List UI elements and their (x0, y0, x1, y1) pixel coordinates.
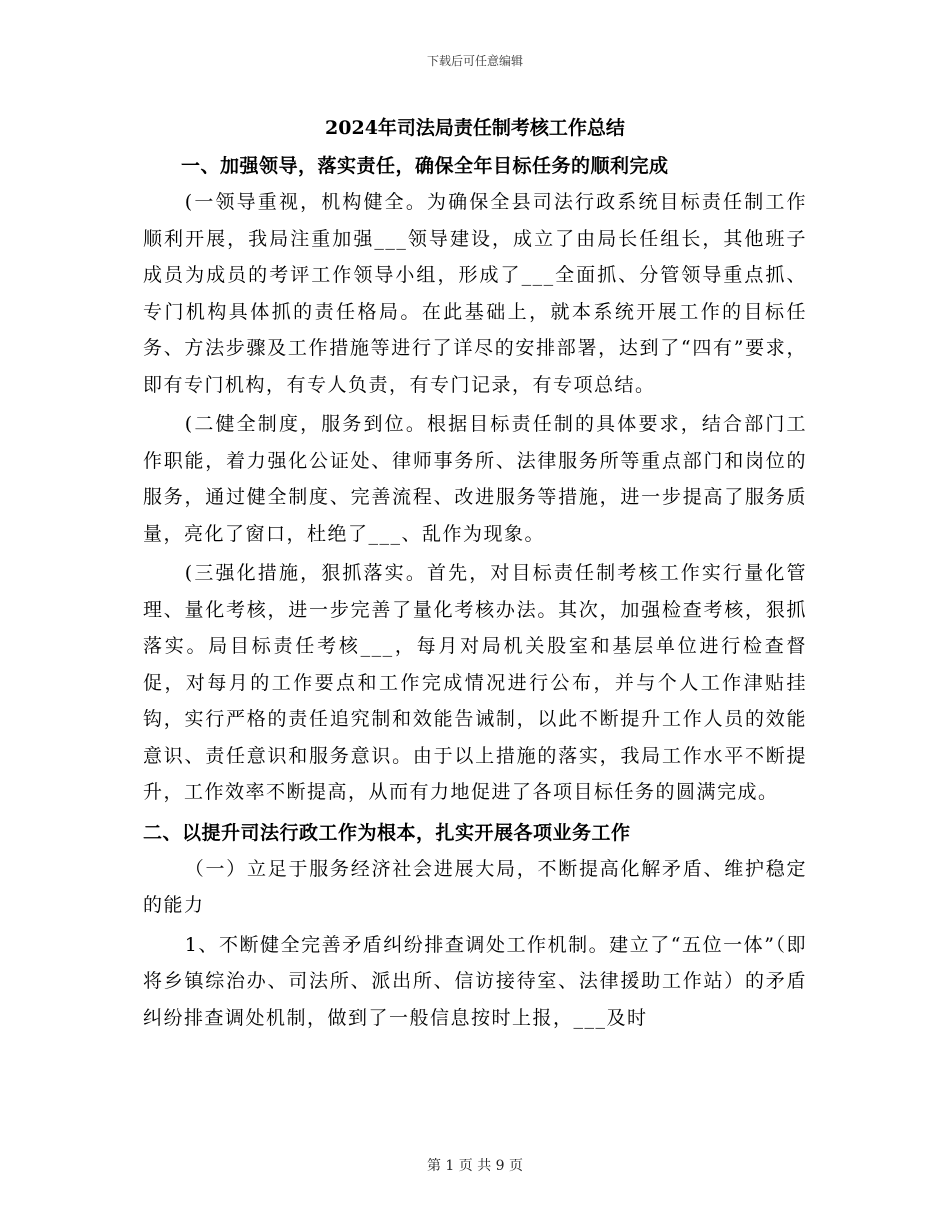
paragraph-4: （一）立足于服务经济社会进展大局，不断提高化解矛盾、维护稳定的能力 (143, 857, 807, 916)
section-heading-1: 一、加强领导，落实责任，确保全年目标任务的顺利完成 (181, 155, 669, 177)
document-body (143, 112, 807, 1036)
paragraph-5: 1、不断健全完善矛盾纠纷排查调处工作机制。建立了“五位一体”（即将乡镇综治办、司法所、派出所、信访接待室、法律援助工作站）的矛盾纠纷排查调处机制，做到了一般信息按时上报，___及时 (143, 933, 807, 1029)
paragraph-2: (二健全制度，服务到位。根据目标责任制的具体要求，结合部门工作职能，着力强化公证处、律师事务所、法律服务所等重点部门和岗位的服务，通过健全制度、完善流程、改进服务等措施，进一步提高了服务质量，亮化了窗口，杜绝了___、乱作为现象。 (143, 413, 807, 545)
header-note: 下载后可任意编辑 (426, 54, 523, 68)
paragraph-3: (三强化措施，狠抓落实。首先，对目标责任制考核工作实行量化管理、量化考核，进一步完善了量化考核办法。其次，加强检查考核，狠抓落实。局目标责任考核___，每月对局机关股室和基层单位进行检查督促，对每月的工作要点和工作完成情况进行公布，并与个人工作津贴挂钩，实行严格的责任追究制和效能告诫制，以此不断提升工作人员的效能意识、责任意识和服务意识。由于以上措施的落实，我局工作水平不断提升，工作效率不断提高，从而有力地促进了各项目标任务的圆满完成。 (143, 562, 807, 803)
paragraph-1: (一领导重视，机构健全。为确保全县司法行政系统目标责任制工作顺利开展，我局注重加强___领导建设，成立了由局长任组长，其他班子成员为成员的考评工作领导小组，形成了___全面抓、分管领导重点抓、专门机构具体抓的责任格局。在此基础上，就本系统开展工作的目标任务、方法步骤及工作措施等进行了详尽的安排部署，达到了“四有”要求，即有专门机构，有专人负责，有专门记录，有专项总结。 (143, 191, 807, 396)
document-title: 2024年司法局责任制考核工作总结 (325, 117, 625, 139)
section-heading-2: 二、以提升司法行政工作为根本，扎实开展各项业务工作 (143, 821, 631, 844)
page-number-footer: 第 1 页 共 9 页 (426, 1158, 524, 1174)
